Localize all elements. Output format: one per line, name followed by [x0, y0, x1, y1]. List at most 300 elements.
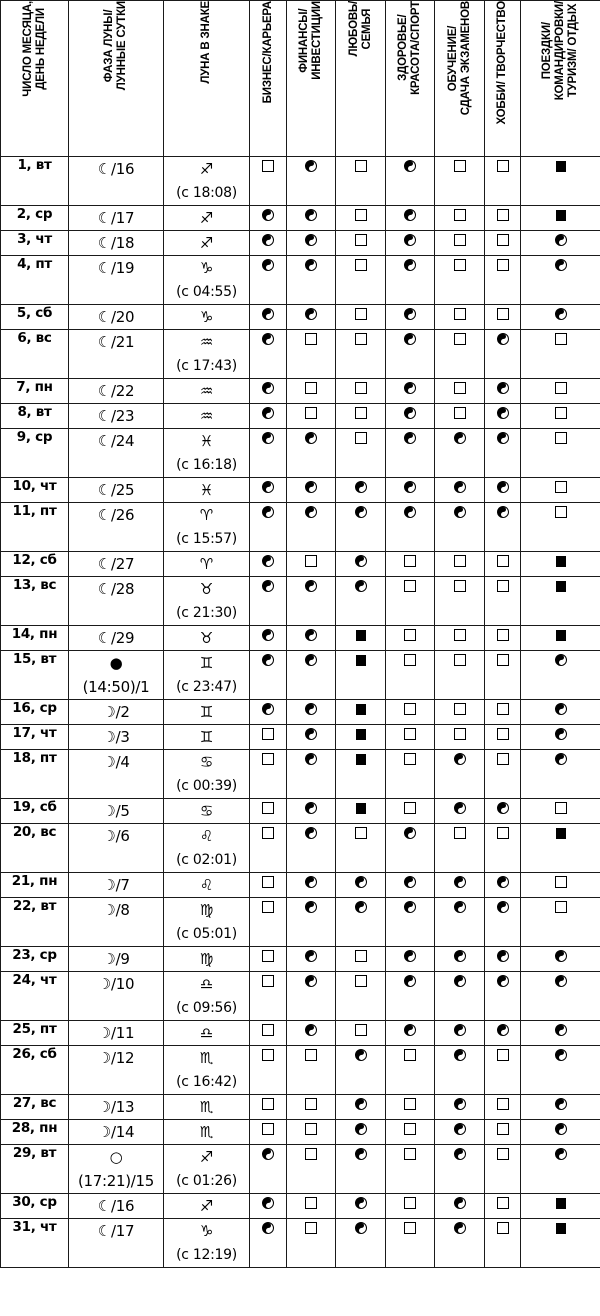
mark-cell-hobby: [485, 429, 521, 478]
mark-cell-finance: [287, 651, 336, 700]
yin-yang-icon: [404, 950, 416, 962]
mark-cell-business: [250, 1145, 287, 1194]
moon-phase-cell: [69, 379, 164, 404]
empty-square-icon: [262, 950, 274, 962]
mark-cell-travel: [521, 651, 600, 700]
yin-yang-icon: [262, 259, 274, 271]
mark-cell-love: [336, 1219, 386, 1268]
day-cell: 21, пн: [1, 873, 69, 898]
mark-cell-health: [386, 898, 435, 947]
yin-yang-icon: [305, 432, 317, 444]
moon-phase-cell: [69, 206, 164, 231]
mark-cell-love: [336, 750, 386, 799]
empty-square-icon: [262, 975, 274, 987]
empty-square-icon: [454, 580, 466, 592]
day-cell: 23, ср: [1, 947, 69, 972]
day-cell: 1, вт: [1, 157, 69, 206]
day-cell: 27, вс: [1, 1095, 69, 1120]
moon-phase-cell: [69, 1021, 164, 1046]
mark-cell-hobby: [485, 206, 521, 231]
mark-cell-study: [435, 429, 485, 478]
moon-phase-cell: [69, 725, 164, 750]
moon-phase-cell: [69, 1095, 164, 1120]
mark-cell-hobby: [485, 379, 521, 404]
mark-cell-study: [435, 231, 485, 256]
mark-cell-finance: [287, 700, 336, 725]
mark-cell-hobby: [485, 577, 521, 626]
mark-cell-study: [435, 824, 485, 873]
mark-cell-health: [386, 552, 435, 577]
mark-cell-finance: [287, 231, 336, 256]
mark-cell-health: [386, 750, 435, 799]
mark-cell-travel: [521, 503, 600, 552]
mark-cell-love: [336, 478, 386, 503]
mark-cell-hobby: [485, 626, 521, 651]
mark-cell-study: [435, 256, 485, 305]
empty-square-icon: [454, 629, 466, 641]
yin-yang-icon: [305, 876, 317, 888]
empty-square-icon: [454, 333, 466, 345]
zodiac-sign-icon: ♋︎: [199, 753, 214, 771]
mark-cell-travel: [521, 898, 600, 947]
mark-cell-business: [250, 626, 287, 651]
zodiac-sign-icon: ♐︎: [199, 234, 214, 252]
day-cell: 15, вт: [1, 651, 69, 700]
mark-cell-health: [386, 972, 435, 1021]
mark-cell-travel: [521, 330, 600, 379]
yin-yang-icon: [404, 234, 416, 246]
yin-yang-icon: [497, 506, 509, 518]
mark-cell-health: [386, 873, 435, 898]
zodiac-sign-icon: ♌︎: [199, 876, 214, 894]
mark-cell-hobby: [485, 231, 521, 256]
empty-square-icon: [555, 333, 567, 345]
yin-yang-icon: [262, 703, 274, 715]
yin-yang-icon: [404, 827, 416, 839]
mark-cell-study: [435, 700, 485, 725]
mark-cell-travel: [521, 873, 600, 898]
mark-cell-business: [250, 1120, 287, 1145]
empty-square-icon: [454, 703, 466, 715]
filled-square-icon: [356, 754, 366, 765]
phase-time: (17:21)/15: [77, 1172, 155, 1190]
mark-cell-health: [386, 799, 435, 824]
empty-square-icon: [355, 382, 367, 394]
zodiac-sign-icon: ♑︎: [199, 1222, 214, 1240]
yin-yang-icon: [305, 209, 317, 221]
empty-square-icon: [404, 753, 416, 765]
filled-square-icon: [556, 828, 566, 839]
mark-cell-love: [336, 824, 386, 873]
zodiac-sign-icon: ♐︎: [199, 1148, 214, 1166]
yin-yang-icon: [497, 432, 509, 444]
header-hobby: [485, 1, 521, 157]
header-label: БИЗНЕС/КАРЬЕРА: [261, 1, 274, 104]
mark-cell-health: [386, 1021, 435, 1046]
empty-square-icon: [454, 209, 466, 221]
mark-cell-business: [250, 256, 287, 305]
mark-cell-travel: [521, 379, 600, 404]
mark-cell-love: [336, 947, 386, 972]
filled-square-icon: [356, 655, 366, 666]
yin-yang-icon: [404, 160, 416, 172]
mark-cell-health: [386, 231, 435, 256]
empty-square-icon: [305, 555, 317, 567]
yin-yang-icon: [305, 901, 317, 913]
empty-square-icon: [305, 1222, 317, 1234]
empty-square-icon: [497, 1197, 509, 1209]
empty-square-icon: [262, 1098, 274, 1110]
mark-cell-finance: [287, 1046, 336, 1095]
yin-yang-icon: [305, 160, 317, 172]
mark-cell-health: [386, 503, 435, 552]
empty-square-icon: [355, 975, 367, 987]
empty-square-icon: [305, 1098, 317, 1110]
table-row: [1, 206, 600, 231]
mark-cell-love: [336, 503, 386, 552]
yin-yang-icon: [555, 1123, 567, 1135]
mark-cell-business: [250, 824, 287, 873]
yin-yang-icon: [555, 234, 567, 246]
day-cell: 17, чт: [1, 725, 69, 750]
mark-cell-love: [336, 1145, 386, 1194]
day-cell: 3, чт: [1, 231, 69, 256]
filled-square-icon: [556, 630, 566, 641]
yin-yang-icon: [305, 580, 317, 592]
mark-cell-finance: [287, 256, 336, 305]
empty-square-icon: [497, 555, 509, 567]
empty-square-icon: [555, 481, 567, 493]
mark-cell-business: [250, 157, 287, 206]
mark-cell-study: [435, 1046, 485, 1095]
mark-cell-love: [336, 552, 386, 577]
zodiac-sign-icon: ♏︎: [199, 1098, 214, 1116]
mark-cell-hobby: [485, 1219, 521, 1268]
empty-square-icon: [404, 654, 416, 666]
filled-square-icon: [356, 803, 366, 814]
yin-yang-icon: [555, 1024, 567, 1036]
mark-cell-love: [336, 1095, 386, 1120]
mark-cell-love: [336, 873, 386, 898]
header-health: [386, 1, 435, 157]
mark-cell-study: [435, 330, 485, 379]
header-label: ХОББИ/ ТВОРЧЕСТВО: [496, 1, 508, 125]
sign-entry-time: (с 23:47): [176, 679, 237, 695]
yin-yang-icon: [355, 1222, 367, 1234]
yin-yang-icon: [454, 1024, 466, 1036]
mark-cell-hobby: [485, 873, 521, 898]
mark-cell-hobby: [485, 1194, 521, 1219]
header-day: [1, 1, 69, 157]
moon-phase-icon: ☾/20: [97, 308, 135, 326]
mark-cell-business: [250, 206, 287, 231]
header-finance: [287, 1, 336, 157]
mark-cell-study: [435, 577, 485, 626]
zodiac-sign-icon: ♐︎: [199, 209, 214, 227]
mark-cell-love: [336, 1120, 386, 1145]
zodiac-sign-cell: [164, 577, 250, 626]
mark-cell-travel: [521, 1145, 600, 1194]
empty-square-icon: [555, 407, 567, 419]
yin-yang-icon: [454, 975, 466, 987]
header-label: ФАЗА ЛУНЫ/ ЛУННЫЕ СУТКИ: [103, 1, 128, 91]
mark-cell-health: [386, 1219, 435, 1268]
empty-square-icon: [497, 728, 509, 740]
mark-cell-travel: [521, 750, 600, 799]
mark-cell-health: [386, 157, 435, 206]
moon-phase-cell: [69, 700, 164, 725]
zodiac-sign-cell: [164, 256, 250, 305]
mark-cell-hobby: [485, 157, 521, 206]
moon-phase-cell: [69, 799, 164, 824]
yin-yang-icon: [497, 901, 509, 913]
mark-cell-love: [336, 651, 386, 700]
empty-square-icon: [555, 876, 567, 888]
mark-cell-business: [250, 231, 287, 256]
yin-yang-icon: [355, 1197, 367, 1209]
yin-yang-icon: [454, 1098, 466, 1110]
day-cell: 10, чт: [1, 478, 69, 503]
yin-yang-icon: [262, 407, 274, 419]
sign-entry-time: (с 00:39): [176, 778, 237, 794]
day-cell: 8, вт: [1, 404, 69, 429]
empty-square-icon: [497, 580, 509, 592]
mark-cell-study: [435, 898, 485, 947]
mark-cell-health: [386, 256, 435, 305]
empty-square-icon: [404, 1098, 416, 1110]
empty-square-icon: [454, 382, 466, 394]
yin-yang-icon: [355, 580, 367, 592]
zodiac-sign-cell: [164, 1219, 250, 1268]
table-row: [1, 700, 600, 725]
empty-square-icon: [497, 234, 509, 246]
yin-yang-icon: [305, 950, 317, 962]
zodiac-sign-cell: [164, 330, 250, 379]
filled-square-icon: [556, 556, 566, 567]
empty-square-icon: [262, 802, 274, 814]
table-row: [1, 1219, 600, 1268]
table-row: [1, 503, 600, 552]
day-cell: 31, чт: [1, 1219, 69, 1268]
yin-yang-icon: [355, 506, 367, 518]
yin-yang-icon: [404, 876, 416, 888]
header-label: ЧИСЛО МЕСЯЦА, ДЕНЬ НЕДЕЛИ: [21, 1, 47, 97]
moon-phase-icon: ☽/8: [102, 901, 130, 919]
yin-yang-icon: [305, 827, 317, 839]
empty-square-icon: [497, 1222, 509, 1234]
header-label: ПОЕЗДКИ/ КОМАНДИРОВКИ/ ТУРИЗМ/ ОТДЫХ: [541, 1, 579, 101]
yin-yang-icon: [555, 1148, 567, 1160]
mark-cell-hobby: [485, 972, 521, 1021]
mark-cell-travel: [521, 157, 600, 206]
mark-cell-finance: [287, 206, 336, 231]
table-row: [1, 379, 600, 404]
empty-square-icon: [262, 1123, 274, 1135]
empty-square-icon: [454, 259, 466, 271]
mark-cell-love: [336, 330, 386, 379]
empty-square-icon: [305, 1049, 317, 1061]
empty-square-icon: [404, 1222, 416, 1234]
yin-yang-icon: [262, 629, 274, 641]
day-cell: 25, пт: [1, 1021, 69, 1046]
mark-cell-business: [250, 750, 287, 799]
mark-cell-study: [435, 379, 485, 404]
mark-cell-finance: [287, 1219, 336, 1268]
mark-cell-finance: [287, 626, 336, 651]
empty-square-icon: [555, 382, 567, 394]
yin-yang-icon: [454, 506, 466, 518]
mark-cell-study: [435, 1145, 485, 1194]
moon-phase-icon: ☾/21: [97, 333, 135, 351]
mark-cell-study: [435, 947, 485, 972]
yin-yang-icon: [454, 1148, 466, 1160]
filled-square-icon: [556, 581, 566, 592]
mark-cell-love: [336, 898, 386, 947]
empty-square-icon: [497, 1148, 509, 1160]
mark-cell-business: [250, 552, 287, 577]
empty-square-icon: [305, 382, 317, 394]
mark-cell-hobby: [485, 552, 521, 577]
header-travel: [521, 1, 600, 157]
mark-cell-health: [386, 626, 435, 651]
mark-cell-finance: [287, 503, 336, 552]
mark-cell-health: [386, 1194, 435, 1219]
mark-cell-study: [435, 305, 485, 330]
zodiac-sign-icon: ♓︎: [199, 432, 214, 450]
mark-cell-business: [250, 503, 287, 552]
mark-cell-travel: [521, 577, 600, 626]
zodiac-sign-cell: [164, 626, 250, 651]
day-cell: 20, вс: [1, 824, 69, 873]
yin-yang-icon: [262, 308, 274, 320]
table-row: [1, 750, 600, 799]
day-cell: 22, вт: [1, 898, 69, 947]
yin-yang-icon: [404, 901, 416, 913]
moon-phase-cell: [69, 577, 164, 626]
moon-phase-icon: ☾/29: [97, 629, 135, 647]
yin-yang-icon: [497, 876, 509, 888]
empty-square-icon: [454, 160, 466, 172]
zodiac-sign-cell: [164, 651, 250, 700]
sign-entry-time: (с 01:26): [176, 1173, 237, 1189]
mark-cell-study: [435, 1219, 485, 1268]
mark-cell-travel: [521, 256, 600, 305]
zodiac-sign-cell: [164, 157, 250, 206]
zodiac-sign-icon: ♎︎: [199, 975, 214, 993]
empty-square-icon: [305, 1148, 317, 1160]
zodiac-sign-cell: [164, 1021, 250, 1046]
yin-yang-icon: [555, 1049, 567, 1061]
zodiac-sign-cell: [164, 379, 250, 404]
mark-cell-travel: [521, 1219, 600, 1268]
empty-square-icon: [355, 407, 367, 419]
empty-square-icon: [305, 407, 317, 419]
sign-entry-time: (с 09:56): [176, 1000, 237, 1016]
empty-square-icon: [404, 580, 416, 592]
table-row: [1, 651, 600, 700]
day-cell: 16, ср: [1, 700, 69, 725]
mark-cell-health: [386, 404, 435, 429]
yin-yang-icon: [454, 481, 466, 493]
moon-phase-cell: [69, 552, 164, 577]
empty-square-icon: [305, 1197, 317, 1209]
mark-cell-health: [386, 651, 435, 700]
sign-entry-time: (с 18:08): [176, 185, 237, 201]
empty-square-icon: [355, 209, 367, 221]
zodiac-sign-cell: [164, 750, 250, 799]
empty-square-icon: [355, 308, 367, 320]
moon-phase-cell: [69, 256, 164, 305]
header-row: [1, 1, 600, 157]
mark-cell-study: [435, 725, 485, 750]
table-row: [1, 799, 600, 824]
empty-square-icon: [497, 259, 509, 271]
moon-phase-icon: ☾/24: [97, 432, 135, 450]
mark-cell-study: [435, 1194, 485, 1219]
yin-yang-icon: [454, 1049, 466, 1061]
mark-cell-finance: [287, 725, 336, 750]
moon-phase-cell: [69, 157, 164, 206]
mark-cell-business: [250, 330, 287, 379]
mark-cell-finance: [287, 429, 336, 478]
sign-entry-time: (с 05:01): [176, 926, 237, 942]
yin-yang-icon: [305, 506, 317, 518]
mark-cell-hobby: [485, 256, 521, 305]
yin-yang-icon: [355, 901, 367, 913]
mark-cell-travel: [521, 700, 600, 725]
mark-cell-love: [336, 379, 386, 404]
table-row: [1, 1095, 600, 1120]
moon-phase-icon: ☾/25: [97, 481, 135, 499]
mark-cell-love: [336, 404, 386, 429]
moon-phase-icon: ☽/13: [97, 1098, 135, 1116]
yin-yang-icon: [305, 629, 317, 641]
yin-yang-icon: [555, 308, 567, 320]
mark-cell-travel: [521, 1194, 600, 1219]
yin-yang-icon: [454, 901, 466, 913]
day-cell: 24, чт: [1, 972, 69, 1021]
empty-square-icon: [454, 827, 466, 839]
mark-cell-business: [250, 799, 287, 824]
empty-square-icon: [454, 407, 466, 419]
zodiac-sign-icon: ♑︎: [199, 308, 214, 326]
zodiac-sign-icon: ♍︎: [199, 950, 214, 968]
empty-square-icon: [404, 802, 416, 814]
mark-cell-finance: [287, 947, 336, 972]
empty-square-icon: [262, 728, 274, 740]
mark-cell-travel: [521, 206, 600, 231]
mark-cell-hobby: [485, 898, 521, 947]
empty-square-icon: [404, 1123, 416, 1135]
table-row: [1, 429, 600, 478]
yin-yang-icon: [404, 308, 416, 320]
mark-cell-study: [435, 206, 485, 231]
empty-square-icon: [404, 629, 416, 641]
yin-yang-icon: [262, 333, 274, 345]
mark-cell-study: [435, 1021, 485, 1046]
yin-yang-icon: [305, 481, 317, 493]
empty-square-icon: [454, 555, 466, 567]
mark-cell-finance: [287, 379, 336, 404]
moon-phase-icon: ☽/4: [102, 753, 130, 771]
mark-cell-love: [336, 626, 386, 651]
empty-square-icon: [454, 728, 466, 740]
empty-square-icon: [355, 160, 367, 172]
day-cell: 5, сб: [1, 305, 69, 330]
moon-phase-cell: [69, 824, 164, 873]
sign-entry-time: (с 16:18): [176, 457, 237, 473]
empty-square-icon: [497, 308, 509, 320]
